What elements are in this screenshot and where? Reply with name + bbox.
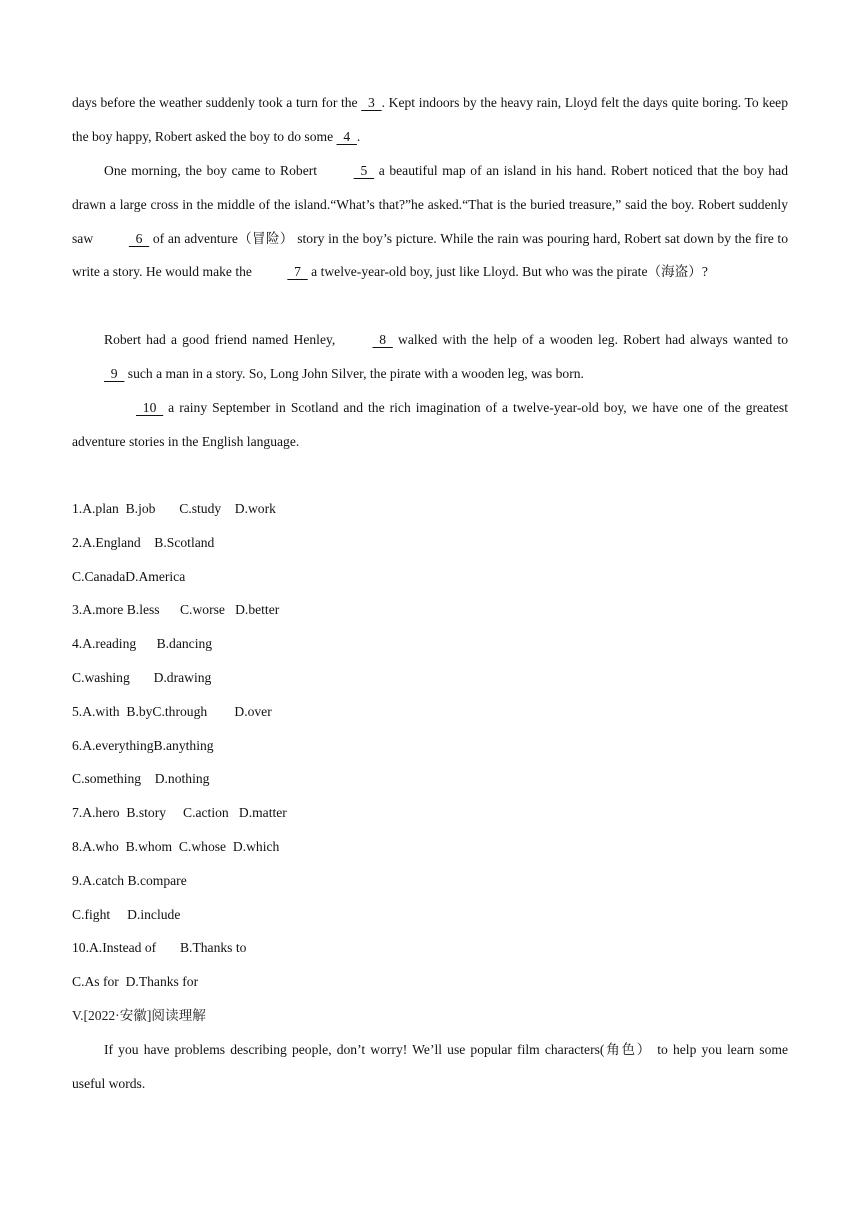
option-line: 2.A.England B.Scotland: [72, 534, 215, 550]
option-line: 9.A.catch B.compare: [72, 872, 187, 888]
option-line: 3.A.more B.less C.worse D.better: [72, 602, 280, 618]
option-line: C.something D.nothing: [72, 771, 210, 787]
passage-text: walked with the help of a wooden leg. Robert had always wanted to: [392, 332, 788, 347]
blank-3: 3: [361, 95, 382, 110]
passage-text: a beautiful map of an island in his hand. Robert noticed that the boy had drawn a large cross in the middle of the island.“What’s that?”he asked.“That is the buried treasure,” said the boy. Robert suddenly saw: [72, 163, 788, 246]
options-list: [72, 492, 788, 1100]
passage-paragraph-4: [72, 391, 788, 459]
section-intro: If you have problems describing people, don’t worry! We’ll use popular film characters(角色） to help you learn some useful words.: [72, 1041, 788, 1091]
passage-text: of an adventure（冒险） story in the boy’s picture. While the rain was pouring hard, Robert sat down by the fire to write a story. He would make the: [72, 230, 789, 280]
blank-8: 8: [372, 332, 393, 347]
passage-text: One morning, the boy came to Robert: [104, 163, 322, 178]
passage-text: . Kept indoors by the heavy rain, Lloyd felt the days quite boring. To keep the boy happy, Robert asked the boy to do some: [72, 95, 788, 144]
option-line: 5.A.with B.byC.through D.over: [72, 703, 272, 719]
blank-7: 7: [287, 264, 308, 280]
passage-text: Robert had a good friend named Henley,: [104, 332, 341, 347]
option-line: C.As for D.Thanks for: [72, 974, 199, 990]
option-line: C.washing D.drawing: [72, 669, 212, 685]
option-line: 10.A.Instead of B.Thanks to: [72, 940, 247, 956]
blank-6: 6: [128, 230, 150, 246]
passage-text: a rainy September in Scotland and the rich imagination of a twelve-year-old boy, we have one of the greatest adventure stories in the English language.: [72, 400, 788, 449]
passage-text: a twelve-year-old boy, just like Lloyd. But who was the pirate（海盗）?: [307, 264, 708, 280]
option-line: 4.A.reading B.dancing: [72, 636, 213, 652]
blank-9: 9: [104, 365, 125, 381]
option-line: 7.A.hero B.story C.action D.matter: [72, 805, 287, 821]
blank-10: 10: [136, 400, 164, 415]
option-line: C.fight D.include: [72, 906, 181, 922]
passage-text: days before the weather suddenly took a turn for the: [72, 95, 362, 110]
option-line: 6.A.everythingB.anything: [72, 737, 214, 753]
passage-text: such a man in a story. So, Long John Silver, the pirate with a wooden leg, was born.: [124, 365, 584, 381]
blank-4: 4: [336, 128, 357, 144]
blank-5: 5: [353, 163, 375, 178]
passage-paragraph-3: [72, 323, 788, 391]
passage-paragraph-2: [72, 154, 788, 289]
option-line: 8.A.who B.whom C.whose D.which: [72, 838, 280, 854]
passage-paragraph-1: [72, 86, 788, 154]
option-line: 1.A.plan B.job C.study D.work: [72, 501, 276, 516]
option-line: C.CanadaD.America: [72, 568, 186, 584]
section-title: V.[2022·安徽]阅读理解: [72, 1007, 206, 1023]
passage-text: .: [356, 128, 361, 144]
